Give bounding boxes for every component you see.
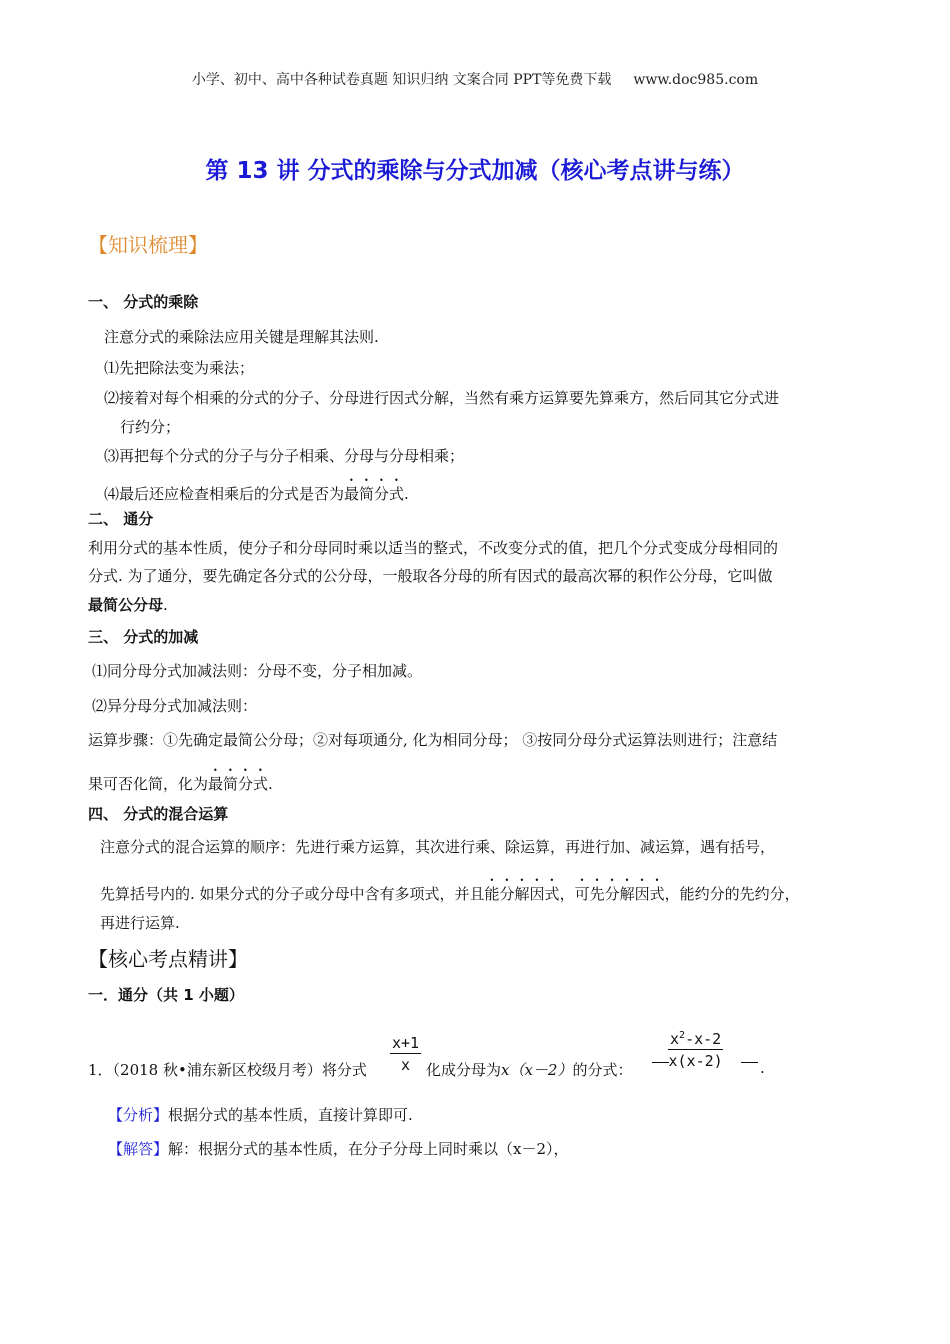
section3-steps1: 运算步骤：①先确定最简公分母；②对每项通分, 化为相同分母； ③按同分母分式运算法则进行；注意结 — [88, 731, 778, 749]
answer-blank-right — [741, 1062, 758, 1063]
section4-line3: 再进行运算. — [100, 914, 180, 932]
section2-line2: 分式. 为了通分，要先确定各分式的公分母，一般取各分母的所有因式的最高次幂的积作公分母，它叫做 — [88, 567, 773, 585]
q1-fraction — [390, 1034, 421, 1074]
page-header — [0, 69, 950, 89]
solution-line — [108, 1138, 569, 1159]
header-text: 小学、初中、高中各种试卷真题 知识归纳 文案合同 PPT等免费下载 — [191, 72, 612, 88]
line2-pre: 先算括号内的. 如果分式的分子或分母中含有多项式，并且 — [100, 885, 485, 903]
step4-pre: ⑷最后还应检查相乘后的分式是否为 — [104, 485, 345, 503]
solution-label: 【解答】 — [108, 1140, 169, 1158]
analysis-line — [108, 1104, 413, 1125]
answer-num — [668, 1030, 723, 1050]
section1-step2b: 行约分； — [120, 418, 181, 436]
line2-emph1: 能分解因式 — [484, 885, 560, 903]
steps2-pre: 果可否化简，化为 — [88, 775, 209, 793]
step4-emph: 最简分式 — [344, 485, 405, 503]
q1-frac-den: x — [401, 1056, 411, 1074]
ans-num-sup: 2 — [679, 1030, 686, 1041]
section2-line3-post: . — [163, 596, 168, 614]
knowledge-label: 【知识梳理】 — [88, 233, 208, 257]
answer-fraction — [668, 1030, 723, 1070]
q1-number: 1． — [88, 1061, 113, 1079]
ans-num-b: -x-2 — [685, 1030, 722, 1048]
q1-frac-num: x+1 — [392, 1034, 420, 1052]
analysis-label: 【分析】 — [108, 1106, 169, 1124]
analysis-text: 根据分式的基本性质，直接计算即可. — [168, 1106, 413, 1124]
line2-post: ，能约分的先约分， — [664, 885, 800, 903]
section3-rule2: ⑵异分母分式加减法则： — [92, 697, 258, 715]
section1-step4 — [104, 476, 409, 504]
question-1 — [88, 1059, 367, 1080]
steps2-emph: 最简分式 — [208, 775, 269, 793]
q1-end: 的分式： — [572, 1061, 633, 1079]
section4-line2 — [100, 876, 800, 904]
section2-line3 — [88, 594, 168, 615]
core-topic: 一．通分（共 1 小题） — [88, 986, 244, 1004]
section4-heading: 四、 分式的混合运算 — [88, 805, 229, 823]
solution-text: 解：根据分式的基本性质，在分子分母上同时乘以（x－2）， — [168, 1140, 569, 1158]
section3-rule1: ⑴同分母分式加减法则：分母不变，分子相加减。 — [92, 662, 423, 680]
section4-line1: 注意分式的混合运算的顺序：先进行乘方运算，其次进行乘、除运算，再进行加、减运算，遇有括号， — [100, 838, 776, 856]
section1-step3: ⑶再把每个分式的分子与分子相乘、分母与分母相乘； — [104, 447, 465, 465]
q1-middle: 化成分母为 — [426, 1061, 502, 1079]
answer-den: x(x-2) — [668, 1052, 723, 1070]
answer-end: . — [760, 1059, 765, 1077]
ans-num-a: x — [670, 1030, 680, 1048]
line2-emph2: 可先分解因式 — [574, 885, 665, 903]
line2-mid: ， — [559, 885, 575, 903]
section1-step2a: ⑵接着对每个相乘的分式的分子、分母进行因式分解，当然有乘方运算要先算乘方，然后同其它分式进 — [104, 389, 780, 407]
header-site[interactable]: www.doc985.com — [633, 72, 759, 88]
answer-blank-left — [652, 1062, 669, 1063]
question-1-rest — [426, 1059, 633, 1080]
section2-heading: 二、 通分 — [88, 510, 154, 528]
page-title: 第 13 讲 分式的乘除与分式加减（核心考点讲与练） — [205, 158, 745, 184]
section1-step1: ⑴先把除法变为乘法； — [104, 359, 255, 377]
q1-target: x（x－2） — [501, 1061, 573, 1079]
q1-source: （2018 秋•浦东新区校级月考）将分式 — [112, 1061, 367, 1079]
steps2-post: . — [268, 775, 273, 793]
core-label: 【核心考点精讲】 — [88, 947, 248, 971]
section1-heading: 一、 分式的乘除 — [88, 293, 199, 311]
section2-line1: 利用分式的基本性质，使分子和分母同时乘以适当的整式，不改变分式的值，把几个分式变成分母相同的 — [88, 539, 779, 557]
section3-heading: 三、 分式的加减 — [88, 628, 199, 646]
section1-intro: 注意分式的乘除法应用关键是理解其法则. — [104, 328, 379, 346]
section3-steps2 — [88, 766, 273, 794]
step4-post: . — [404, 485, 409, 503]
lcd-term: 最简公分母 — [88, 596, 164, 614]
